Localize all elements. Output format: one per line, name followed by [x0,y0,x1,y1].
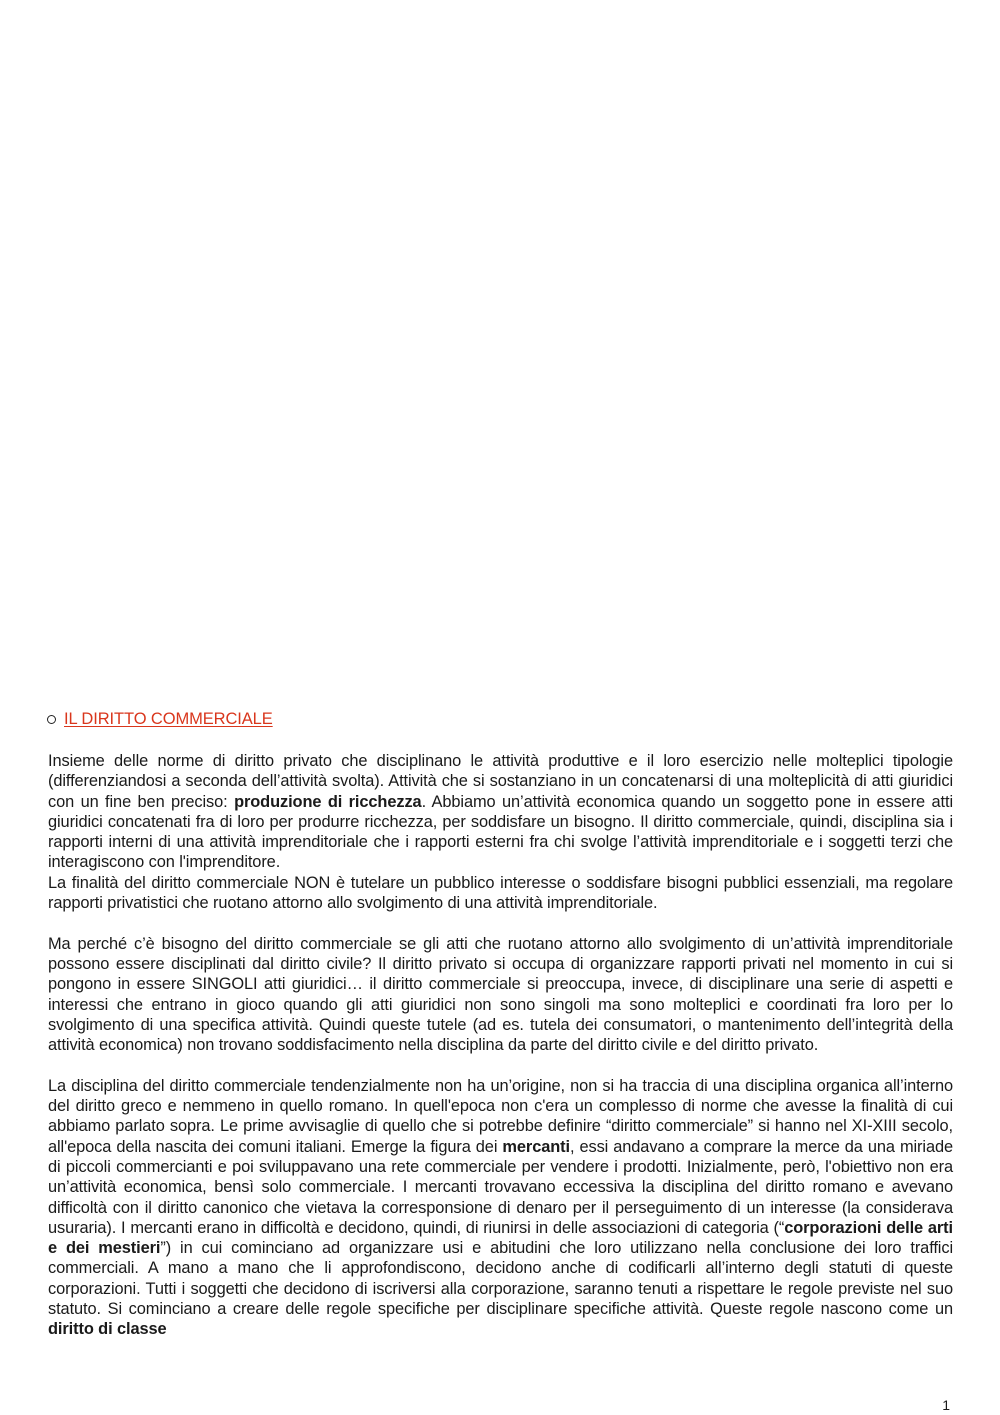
paragraph-need: Ma perché c’è bisogno del diritto commerciale se gli atti che ruotano attorno allo svolgimento di un’attività imprenditoriale possono essere disciplinati dal diritto civile? Il diritto privato si occupa di organizzare rapporti privati nel momento in cui si pongono in essere SINGOLI atti giuridici… il diritto commerciale si preoccupa, invece, di disciplinare una serie di aspetti e interessi che entrano in gioco quando gli atti giuridici non sono singoli ma sono molteplici e coordinati fra loro per lo svolgimento di una specifica attività. Quindi queste tutele (ad es. tutela dei consumatori, o mantenimento dell’integrità della attività economica) non trovano soddisfacimento nella disciplina da parte del diritto civile e del diritto privato. [48,934,953,1055]
bold-term: diritto di classe [48,1320,167,1339]
section-heading [47,709,273,729]
paragraph-history: La disciplina del diritto commerciale tendenzialmente non ha un’origine, non si ha traccia di una disciplina organica all’interno del diritto greco e nemmeno in quello romano. In quell'epoca non c'era un complesso di norme che avesse la finalità di cui abbiamo parlato sopra. Le prime avvisaglie di quello che si potrebbe definire “diritto commerciale” si hanno nel XI-XIII secolo, all'epoca della nascita dei comuni italiani. Emerge la figura dei mercanti, essi andavano a comprare la merce da una miriade di piccoli commercianti e poi sviluppavano una rete commerciale per vendere i prodotti. Inizialmente, però, l'obiettivo non era un’attività economica, bensì solo commerciale. I mercanti trovavano eccessiva la disciplina del diritto romano e avevano difficoltà con il diritto canonico che vietava la corresponsione di denaro per il perseguimento di un interesse (la considerava usuraria). I mercanti erano in difficoltà e decidono, quindi, di riunirsi in delle associazioni di categoria (“corporazioni delle arti e dei mestieri”) in cui cominciano ad organizzare usi e abitudini che loro utilizzano nella conclusione dei loro traffici commerciali. A mano a mano che li approfondiscono, decidono anche di codificarli all’interno degli statuti di queste corporazioni. Tutti i soggetti che decidono di iscriversi alla corporazione, saranno tenuti a rispettare le regole previste nel suo statuto. Si cominciano a creare delle regole specifiche per disciplinare specifiche attività. Queste regole nascono come un diritto di classe [48,1076,953,1339]
bold-term: produzione di ricchezza [234,792,422,811]
hollow-circle-icon [47,715,56,724]
paragraph-definition: Insieme delle norme di diritto privato che disciplinano le attività produttive e il loro esercizio nelle molteplici tipologie (differenziandosi a seconda dell’attività svolta). Attività che si sostanziano in un concatenarsi di una molteplicità di atti giuridici con un fine ben preciso: produzione di ricchezza. Abbiamo un’attività economica quando un soggetto pone in essere atti giuridici concatenati fra di loro per produrre ricchezza, per soddisfare un bisogno. Il diritto commerciale, quindi, disciplina sia i rapporti interni di una attività imprenditoriale che i rapporti esterni fra chi svolge l’attività imprenditoriale e i soggetti terzi che interagiscono con l'imprenditore. [48,752,953,872]
section-title: IL DIRITTO COMMERCIALE [64,710,273,728]
bold-term: corporazioni delle arti e dei mestieri [48,1218,953,1258]
paragraph-purpose: La finalità del diritto commerciale NON è tutelare un pubblico interesse o soddisfare bisogni pubblici essenziali, ma regolare rapporti privatistici che ruotano attorno allo svolgimento di una attività imprenditoriale. [48,873,953,913]
body-text [48,751,953,1360]
bold-term: mercanti [502,1137,570,1156]
page-number: 1 [942,1397,950,1413]
